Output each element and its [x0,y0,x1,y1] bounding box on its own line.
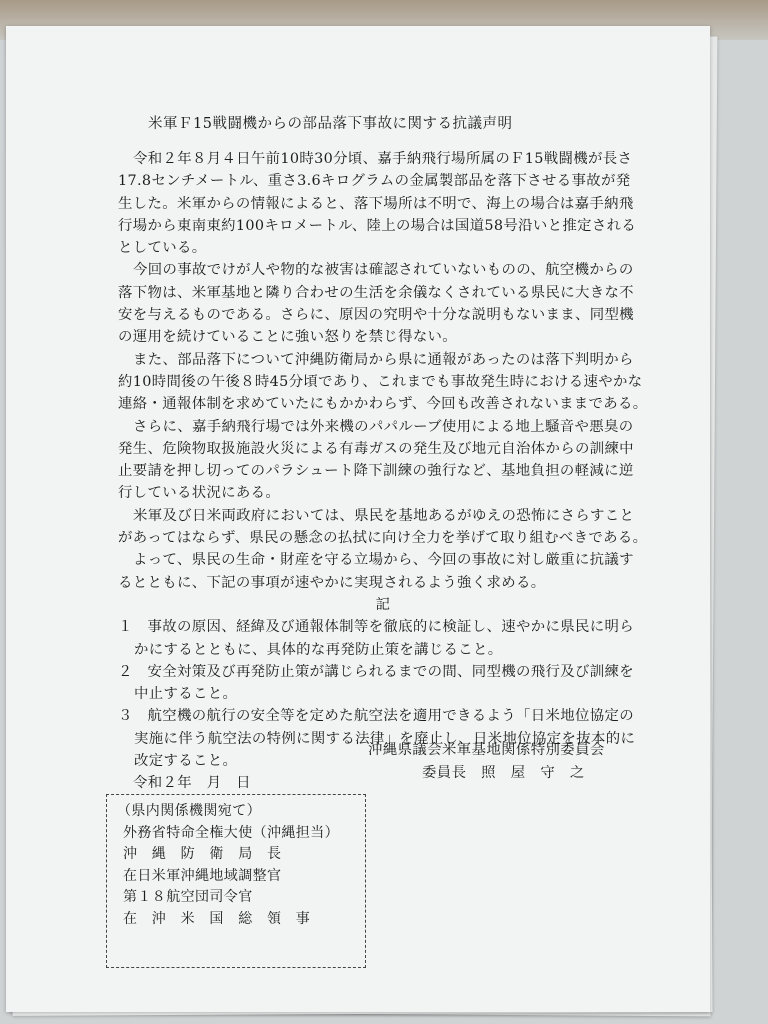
recipient-item: 第１８航空団司令官 [123,889,253,905]
item-text: 航空機の航行の安全等を定めた航空法を適用できるよう「日米地位協定の [147,708,634,725]
body-line: さらに、嘉手納飛行場では外来機のパパルーブ使用による地上騒音や悪臭の [133,418,634,435]
body-line: るとともに、下記の事項が速やかに実現されるよう強く求める。 [118,574,546,591]
item-number: ３ [118,708,133,725]
body-line: としている。 [118,240,207,257]
body-line: があってはならず、県民の懸念の払拭に向け全力を挙げて取り組むべきである。 [118,530,648,547]
recipient-item: 外務省特命全権大使（沖縄担当） [123,824,339,841]
request-item [118,616,648,638]
item-number: ２ [118,663,133,680]
item-text: 安全対策及び再発防止策が講じられるまでの間、同型機の飛行及び訓練を [147,663,634,680]
body-line: 米軍及び日米両政府においては、県民を基地あるがゆえの恐怖にさらすこと [133,507,635,524]
request-item [118,661,648,683]
body-line: 発生、危険物取扱施設火災による有毒ガスの発生及び地元自治体からの訓練中 [118,440,634,457]
body-line: 生した。米軍からの情報によると、落下場所は不明で、海上の場合は嘉手納飛 [118,195,634,212]
body-line: 落下物は、米軍基地と隣り合わせの生活を余儀なくされている県民に大きな不 [118,284,634,301]
body-line: 行場から東南東約100キロメートル、陸上の場合は国道58号沿いと推定される [118,217,637,234]
recipients-box [106,794,366,968]
item-number: １ [118,619,133,636]
document-date: 令和２年 月 日 [133,775,251,792]
signature-chair: 委員長 照 屋 守 之 [422,765,585,781]
body-line: 行している状況にある。 [118,485,281,502]
item-text: 実施に伴う航空法の特例に関する法律」を廃止し、日米地位協定を抜本的に [134,730,636,747]
body-line: 令和２年８月４日午前10時30分頃、嘉手納飛行場所属のＦ15戦闘機が長さ [133,151,633,167]
item-text: 事故の原因、経緯及び通報体制等を徹底的に検証し、速やかに県民に明ら [147,619,634,636]
signature-org: 沖縄県議会米軍基地関係特別委員会 [368,742,605,758]
body-line: 連絡・通報体制を求めていたにもかかわらず、今回も改善されないままである。 [118,396,648,413]
recipient-item: 在 沖 米 国 総 領 事 [123,910,311,927]
recipient-item: 沖 縄 防 衛 局 長 [123,846,282,862]
item-text: かにするとともに、具体的な再発防止策を講じること。 [134,641,503,658]
document-body [118,148,648,795]
body-line: の運用を続けていることに強い怒りを禁じ得ない。 [118,329,458,346]
request-item [118,705,648,727]
body-line: 17.8センチメートル、重さ3.6キログラムの金属製部品を落下させる事故が発 [118,173,631,190]
body-line: よって、県民の生命・財産を守る立場から、今回の事故に対し厳重に抗議す [133,552,634,569]
document-title: 米軍Ｆ15戦闘機からの部品落下事故に関する抗議声明 [148,116,513,132]
body-line: 今回の事故でけが人や物的な被害は確認されていないものの、航空機からの [133,262,634,279]
document-page [6,26,710,1012]
recipients-header: （県内関係機関宛て） [117,803,261,819]
body-line: 安を与えるものである。さらに、原因の究明や十分な説明もないまま、同型機 [118,307,634,324]
item-text: 改定すること。 [134,753,238,770]
body-line: 約10時間後の午後８時45分頃であり、これまでも事故発生時における速やかな [118,373,643,390]
recipient-item: 在日米軍沖縄地域調整官 [123,867,282,884]
ki-heading: 記 [375,596,391,613]
item-text: 中止すること。 [134,686,238,703]
body-line: 止要請を押し切ってのパラシュート降下訓練の強行など、基地負担の軽減に逆 [118,463,634,480]
body-line: また、部品落下について沖縄防衛局から県に通報があったのは落下判明から [133,351,634,368]
